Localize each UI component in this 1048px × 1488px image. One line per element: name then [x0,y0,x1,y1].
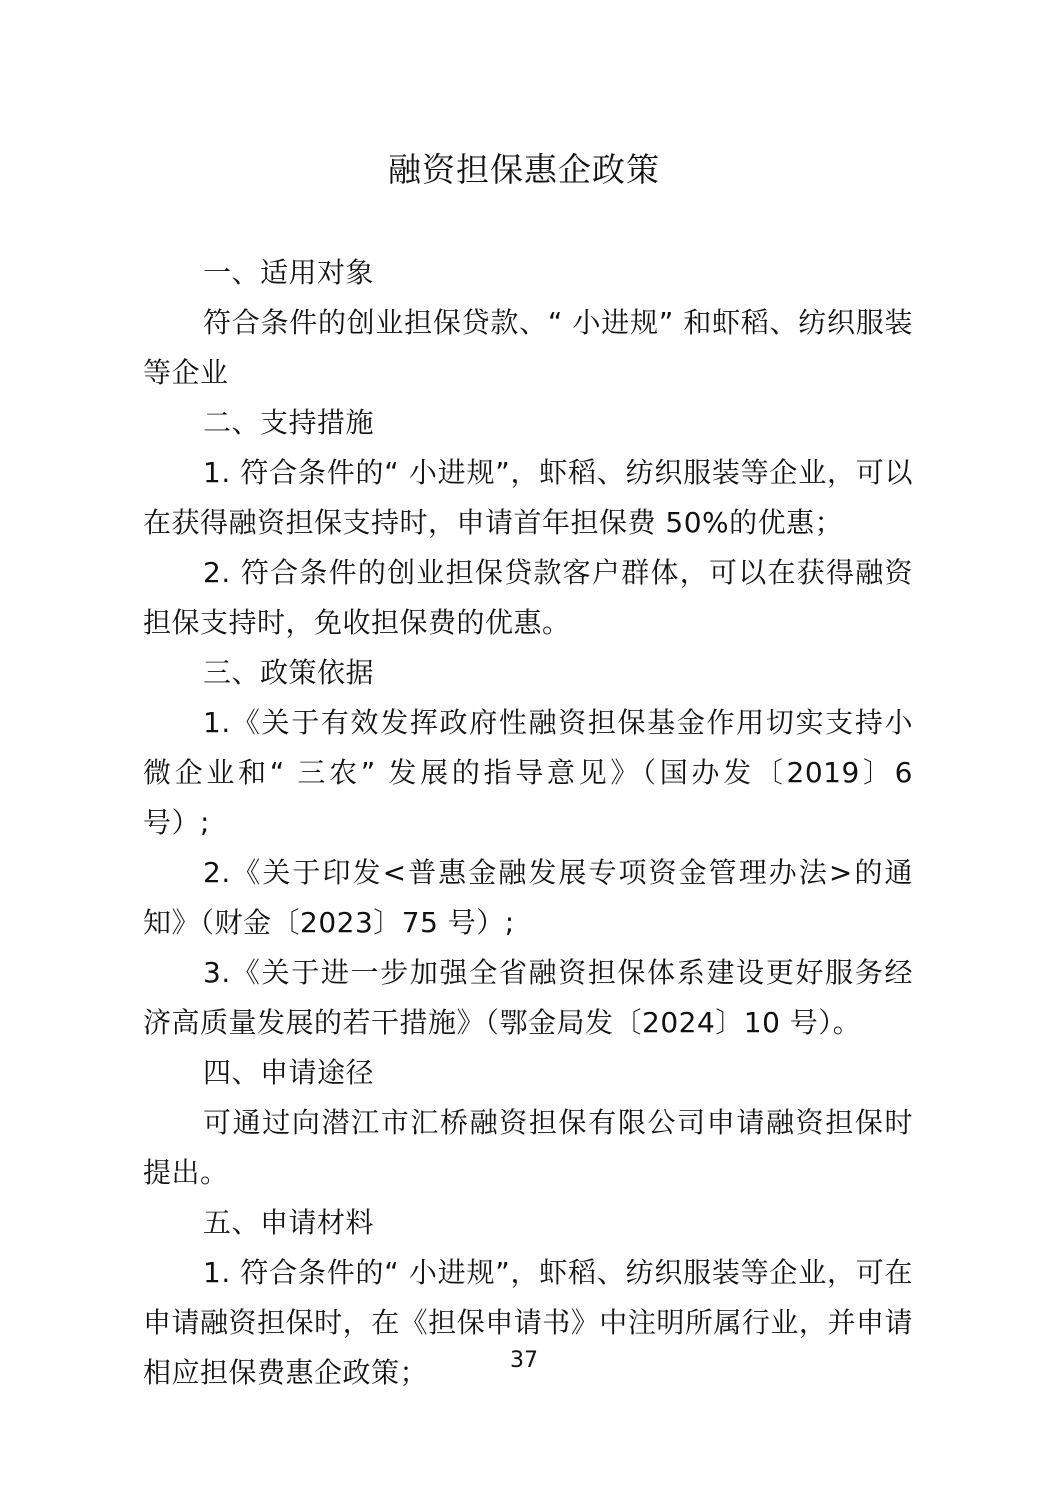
section-heading-application-route: 四、申请途径 [203,1056,375,1089]
paragraph-application-route: 可通过向潜江市汇桥融资担保有限公司申请融资担保时提出。 [143,1106,913,1189]
section-heading-basis: 三、政策依据 [203,656,375,689]
section-heading-materials: 五、申请材料 [203,1206,375,1239]
document-title: 融资担保惠企政策 [388,150,660,189]
paragraph-scope: 符合条件的创业担保贷款、“ 小进规” 和虾稻、纺织服装等企业 [143,306,913,389]
section-heading-scope: 一、适用对象 [203,256,375,289]
paragraph-measure-2: 2. 符合条件的创业担保贷款客户群体，可以在获得融资担保支持时，免收担保费的优惠。 [143,556,913,639]
section-heading-measures: 二、支持措施 [203,406,375,439]
paragraph-basis-1: 1.《关于有效发挥政府性融资担保基金作用切实支持小微企业和“ 三农” 发展的指导意见》（国办发〔2019〕6 号）; [143,706,913,839]
paragraph-basis-3: 3.《关于进一步加强全省融资担保体系建设更好服务经济高质量发展的若干措施》（鄂金局发〔2024〕10 号）。 [143,956,913,1039]
page-number: 37 [510,1348,538,1373]
document-body [143,248,913,1398]
paragraph-basis-2: 2.《关于印发<普惠金融发展专项资金管理办法>的通知》（财金〔2023〕75 号）; [143,856,913,939]
paragraph-materials-1: 1. 符合条件的“ 小进规”，虾稻、纺织服装等企业，可在申请融资担保时，在《担保申请书》中注明所属行业，并申请相应担保费惠企政策； [143,1256,913,1389]
paragraph-measure-1: 1. 符合条件的“ 小进规”，虾稻、纺织服装等企业，可以在获得融资担保支持时，申请首年担保费 50%的优惠； [143,456,913,539]
